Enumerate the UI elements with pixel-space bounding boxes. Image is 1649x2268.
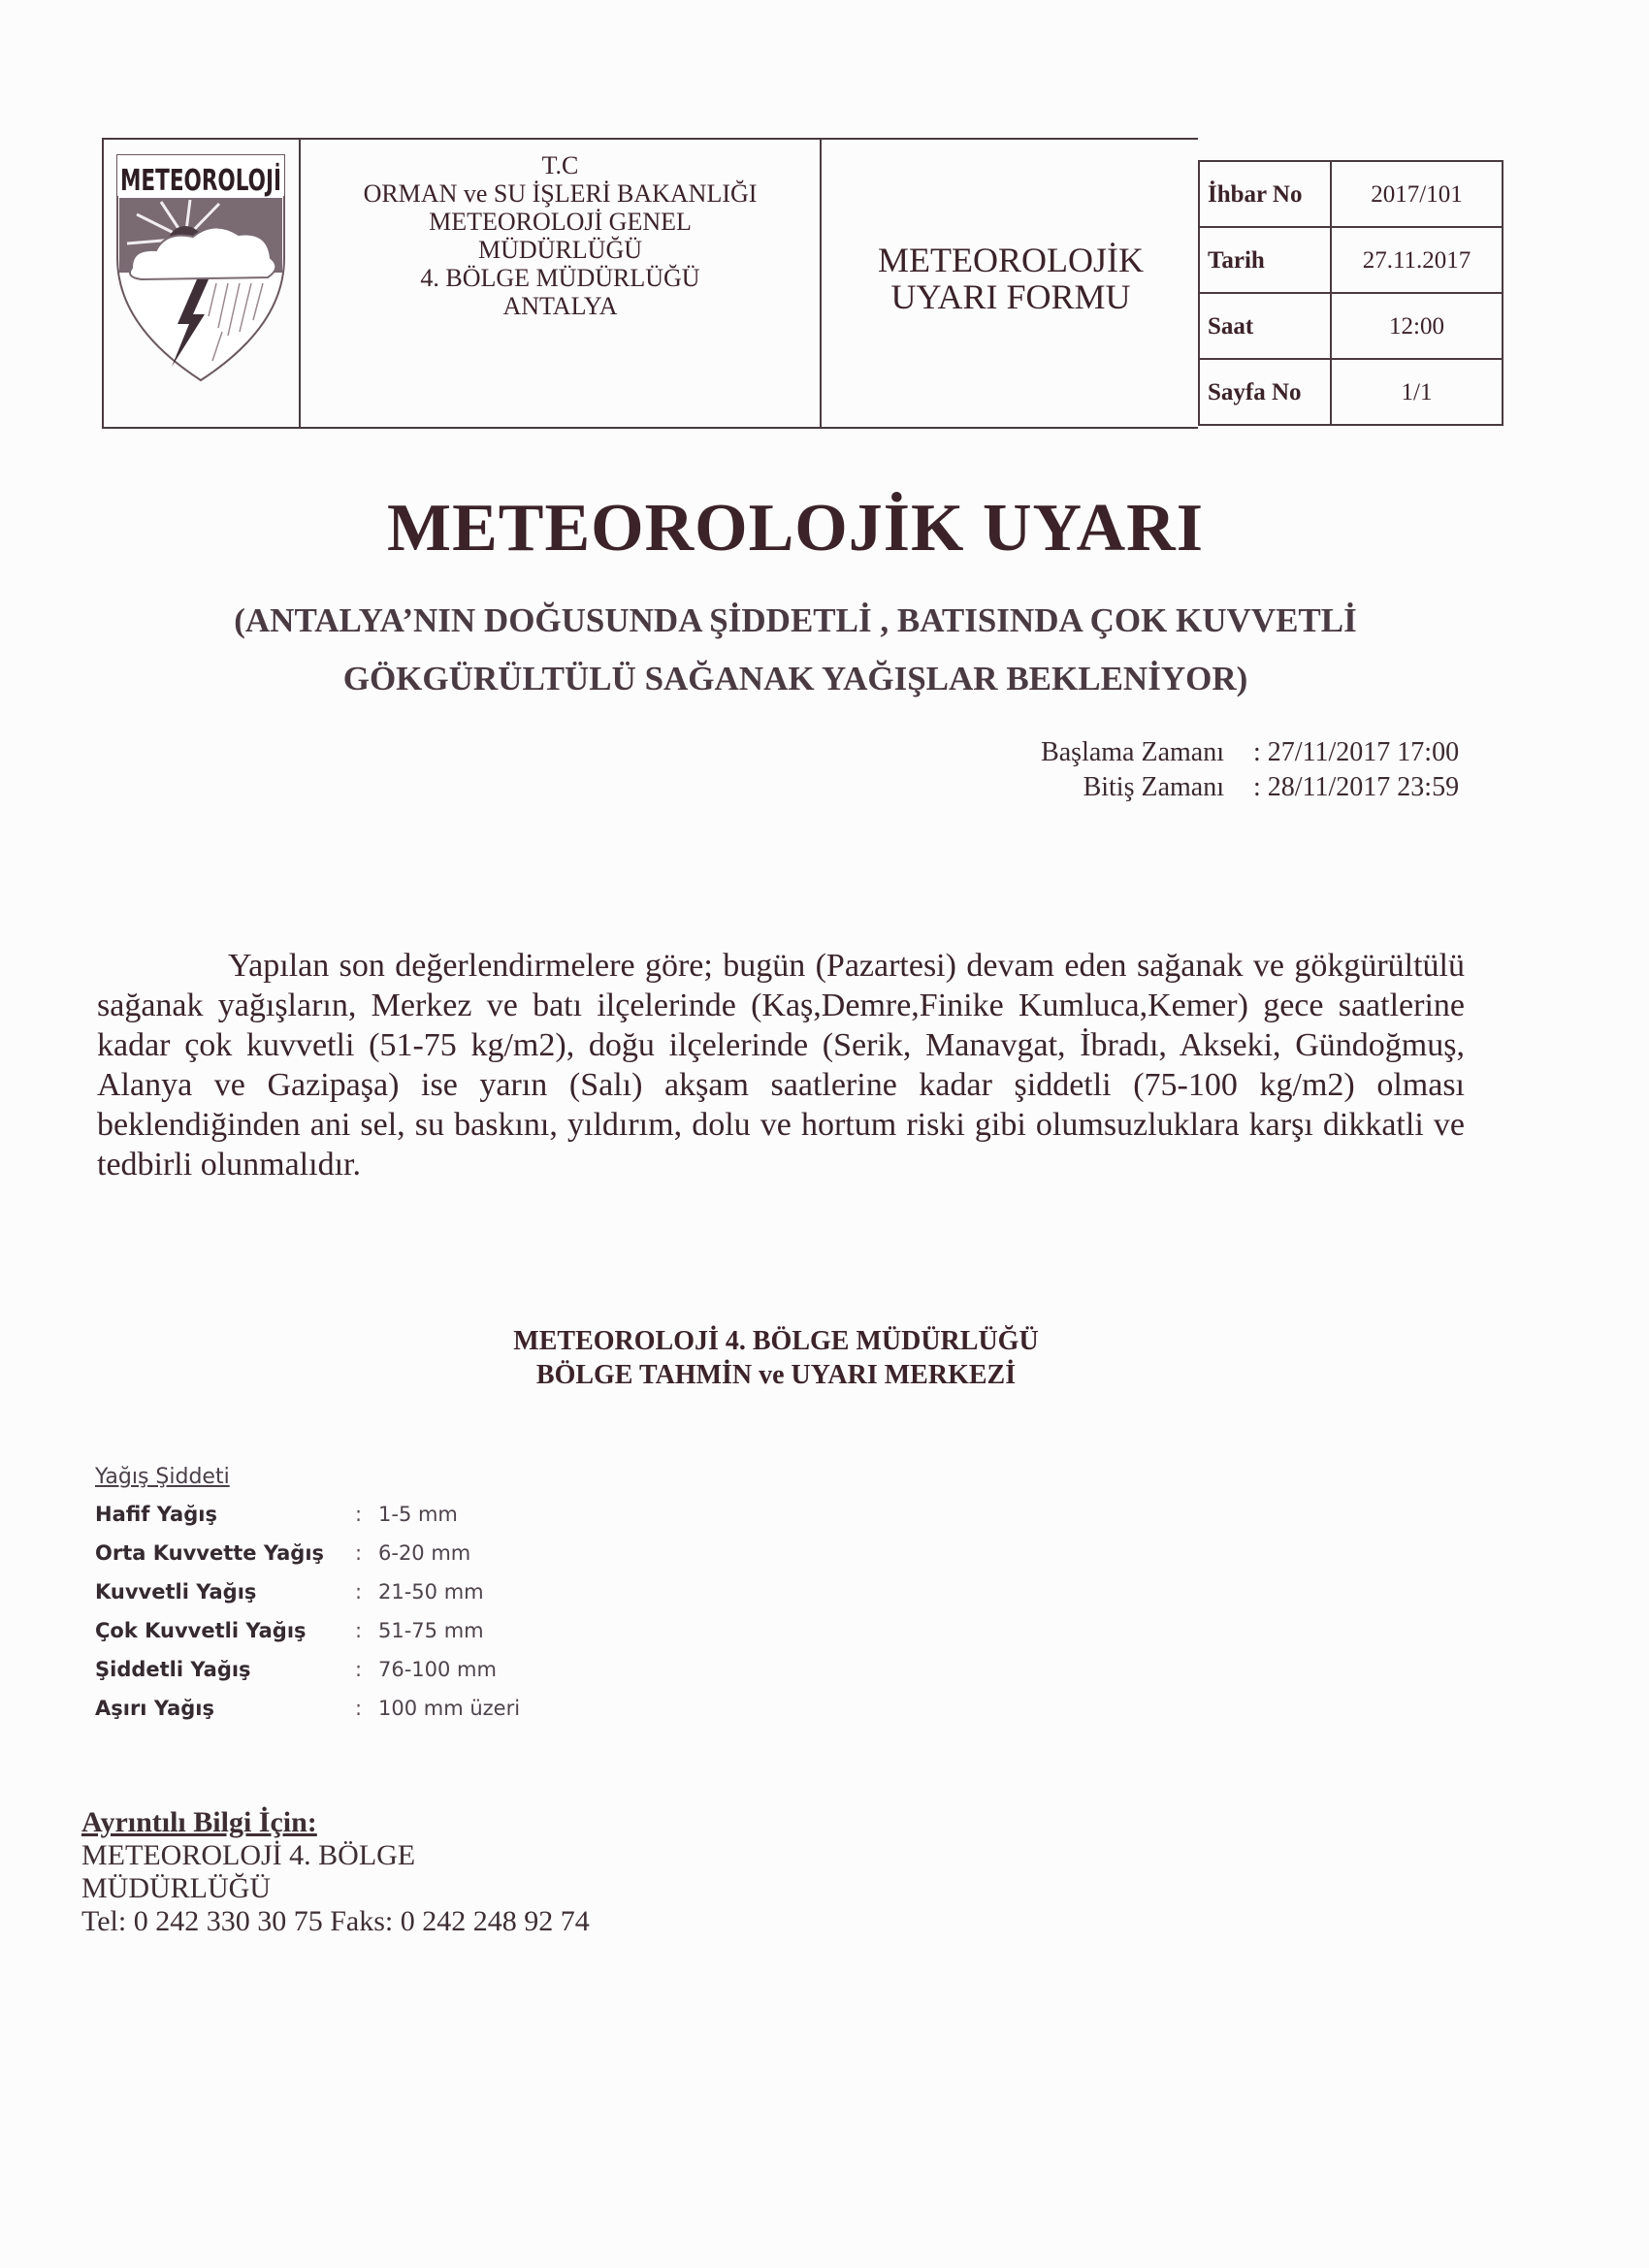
rain-range: 76-100 mm: [378, 1658, 497, 1681]
rain-range: 51-75 mm: [378, 1619, 484, 1642]
rain-range: 21-50 mm: [378, 1580, 484, 1604]
org-line: ANTALYA: [502, 292, 618, 320]
warning-subtitle: [146, 592, 1445, 708]
warning-body-text: Yapılan son değerlendirmelere göre; bugün (Pazartesi) devam eden sağanak ve gökgürültülü sağanak yağışların, Merkez ve batı ilçelerinde (Kaş,Demre,Finike Kumluca,Kemer) gece saatlerine kadar çok kuvvetli (51-75 kg/m2), doğu ilçelerinde (Serik, Manavgat, İbradı, Akseki, Gündoğmuş, Alanya ve Gazipaşa) ise yarın (Salı) akşam saatlerine kadar şiddetli (75-100 kg/m2) olması beklendiğinden ani sel, su baskını, yıldırım, dolu ve hortum riski gibi olumsuzluklara karşı dikkatli ve tedbirli olunmalıdır.: [97, 948, 1465, 1183]
rain-category: Hafif Yağış: [95, 1503, 217, 1526]
end-time-row: [1041, 770, 1476, 805]
rain-category: Şiddetli Yağış: [95, 1658, 251, 1681]
rain-range: 1-5 mm: [378, 1503, 458, 1526]
logo-cell: [104, 140, 345, 427]
meta-row: [1199, 227, 1503, 293]
page-title: METEOROLOJİK UYARI: [387, 491, 1204, 566]
contact-info: [81, 1806, 590, 1938]
meta-value: 27.11.2017: [1331, 227, 1503, 293]
logo-text: METEOROLOJİ: [120, 164, 345, 198]
meta-row: [1199, 359, 1503, 425]
meta-row: [1199, 293, 1503, 359]
contact-line: MÜDÜRLÜĞÜ: [81, 1872, 271, 1904]
rain-category: Aşırı Yağış: [95, 1697, 214, 1720]
rain-category: Kuvvetli Yağış: [95, 1580, 257, 1604]
meta-label: Saat: [1199, 293, 1331, 359]
end-time-label: Bitiş Zamanı: [1083, 772, 1224, 802]
validity-times: [1041, 735, 1476, 805]
org-line: ORMAN ve SU İŞLERİ BAKANLIĞI: [363, 179, 758, 208]
rain-legend-row: [95, 1495, 520, 1534]
form-title-line: METEOROLOJİK: [878, 241, 1144, 279]
rain-category: Orta Kuvvette Yağış: [95, 1541, 325, 1565]
contact-heading: Ayrıntılı Bilgi İçin:: [81, 1806, 317, 1838]
subtitle-line: GÖKGÜRÜLTÜLÜ SAĞANAK YAĞIŞLAR BEKLENİYOR): [342, 660, 1248, 697]
rain-legend-row: [95, 1572, 520, 1611]
separator: :: [355, 1697, 363, 1720]
meta-label: Tarih: [1199, 227, 1331, 293]
organization-cell: [301, 140, 822, 427]
rain-legend-row: [95, 1689, 520, 1728]
org-line: T.C: [541, 151, 579, 179]
end-time-value: : 28/11/2017 23:59: [1253, 772, 1460, 802]
org-line: METEOROLOJİ GENEL: [429, 208, 692, 236]
meta-value: 12:00: [1331, 293, 1503, 359]
rain-range: 100 mm üzeri: [378, 1697, 521, 1720]
separator: :: [355, 1619, 363, 1642]
contact-phone-fax: Tel: 0 242 330 30 75 Faks: 0 242 248 92 74: [81, 1905, 590, 1937]
separator: :: [355, 1541, 363, 1565]
meta-value: 1/1: [1331, 359, 1503, 425]
signature-block: [0, 1324, 1552, 1392]
org-line: MÜDÜRLÜĞÜ: [478, 236, 642, 264]
meta-value: 2017/101: [1331, 161, 1503, 227]
meteoroloji-logo-icon: [108, 142, 345, 384]
rain-intensity-legend: [95, 1465, 520, 1728]
form-title-line: UYARI FORMU: [890, 277, 1131, 316]
org-line: 4. BÖLGE MÜDÜRLÜĞÜ: [420, 264, 700, 292]
meta-label: İhbar No: [1199, 161, 1331, 227]
meta-label: Sayfa No: [1199, 359, 1331, 425]
rain-range: 6-20 mm: [378, 1541, 471, 1565]
separator: :: [355, 1658, 363, 1681]
form-meta-table: [1198, 160, 1504, 426]
meta-row: [1199, 161, 1503, 227]
rain-legend-row: [95, 1650, 520, 1689]
signature-line: METEOROLOJİ 4. BÖLGE MÜDÜRLÜĞÜ: [513, 1326, 1039, 1356]
start-time-value: : 27/11/2017 17:00: [1253, 737, 1460, 767]
subtitle-line: (ANTALYA’NIN DOĞUSUNDA ŞİDDETLİ , BATISINDA ÇOK KUVVETLİ: [234, 601, 1357, 639]
contact-line: METEOROLOJİ 4. BÖLGE: [81, 1839, 416, 1871]
start-time-row: [1041, 735, 1476, 770]
start-time-label: Başlama Zamanı: [1041, 737, 1224, 767]
separator: :: [355, 1503, 363, 1526]
rain-category: Çok Kuvvetli Yağış: [95, 1619, 307, 1642]
header-table: [102, 138, 1198, 429]
rain-legend-title: Yağış Şiddeti: [95, 1465, 230, 1489]
signature-line: BÖLGE TAHMİN ve UYARI MERKEZİ: [535, 1360, 1017, 1390]
form-title-cell: [822, 140, 1200, 427]
rain-legend-row: [95, 1534, 520, 1572]
separator: :: [355, 1580, 363, 1604]
rain-legend-row: [95, 1611, 520, 1650]
